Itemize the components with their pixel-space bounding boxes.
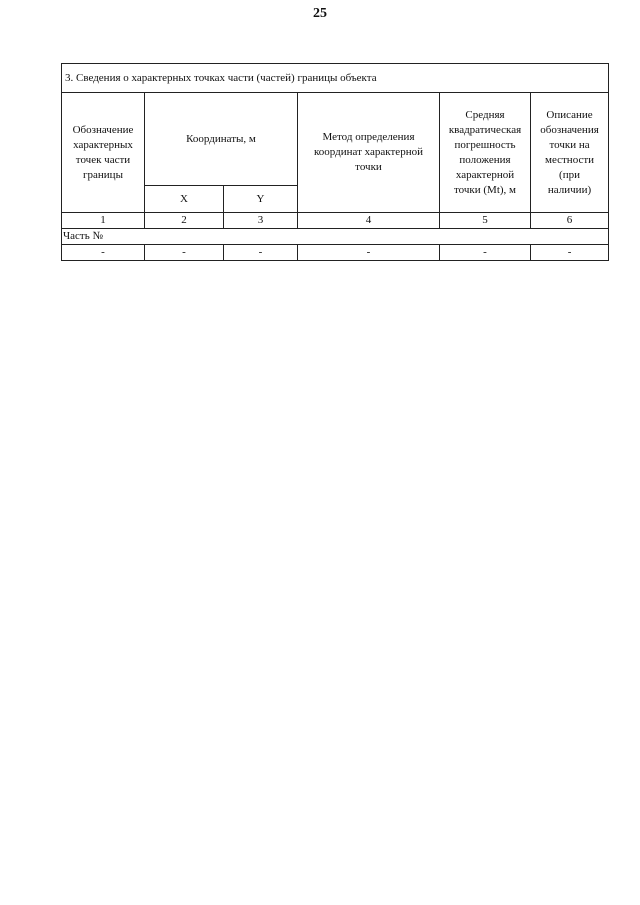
header-line: точек части <box>75 153 131 166</box>
header-point-designation <box>62 93 145 213</box>
header-mean-square-error <box>440 93 531 213</box>
header-line: Метод определения <box>322 131 415 143</box>
header-line: Средняя <box>465 108 505 121</box>
header-line: точки на <box>549 138 590 151</box>
header-description <box>531 93 609 213</box>
table-cell: - <box>145 245 224 261</box>
header-line: обозначения <box>540 123 599 136</box>
header-coordinates: Координаты, м <box>145 93 298 186</box>
section-title: 3. Сведения о характерных точках части (частей) границы объекта <box>62 64 609 93</box>
column-number-row <box>62 213 609 229</box>
header-line: точки <box>355 161 382 173</box>
part-label: Часть № <box>62 229 609 245</box>
header-line: местности <box>545 153 595 166</box>
table-header-row <box>62 93 609 186</box>
table-cell: - <box>531 245 609 261</box>
header-line: характерных <box>73 138 133 151</box>
header-y: Y <box>224 186 298 213</box>
column-number: 5 <box>440 213 531 229</box>
header-line: Обозначение <box>72 123 134 136</box>
header-line: Описание <box>546 108 593 121</box>
part-row <box>62 229 609 245</box>
header-x: X <box>145 186 224 213</box>
header-method <box>298 93 440 213</box>
header-line: границы <box>83 168 123 181</box>
header-line: погрешность <box>454 138 516 151</box>
column-number: 3 <box>224 213 298 229</box>
table-cell: - <box>62 245 145 261</box>
table-row <box>62 245 609 261</box>
table-cell: - <box>224 245 298 261</box>
header-line: характерной <box>455 168 515 181</box>
table-cell: - <box>298 245 440 261</box>
column-number: 2 <box>145 213 224 229</box>
header-line: квадратическая <box>448 123 522 136</box>
characteristic-points-table <box>61 63 609 261</box>
header-line: координат характерной <box>314 146 423 158</box>
column-number: 1 <box>62 213 145 229</box>
column-number: 6 <box>531 213 609 229</box>
header-line: наличии) <box>547 183 592 196</box>
header-line: положения <box>459 153 511 166</box>
header-line: (при <box>559 168 580 181</box>
table-title-row <box>62 64 609 93</box>
header-line: точки (Mt), м <box>453 183 516 196</box>
page-number: 25 <box>313 6 327 21</box>
column-number: 4 <box>298 213 440 229</box>
table-cell: - <box>440 245 531 261</box>
